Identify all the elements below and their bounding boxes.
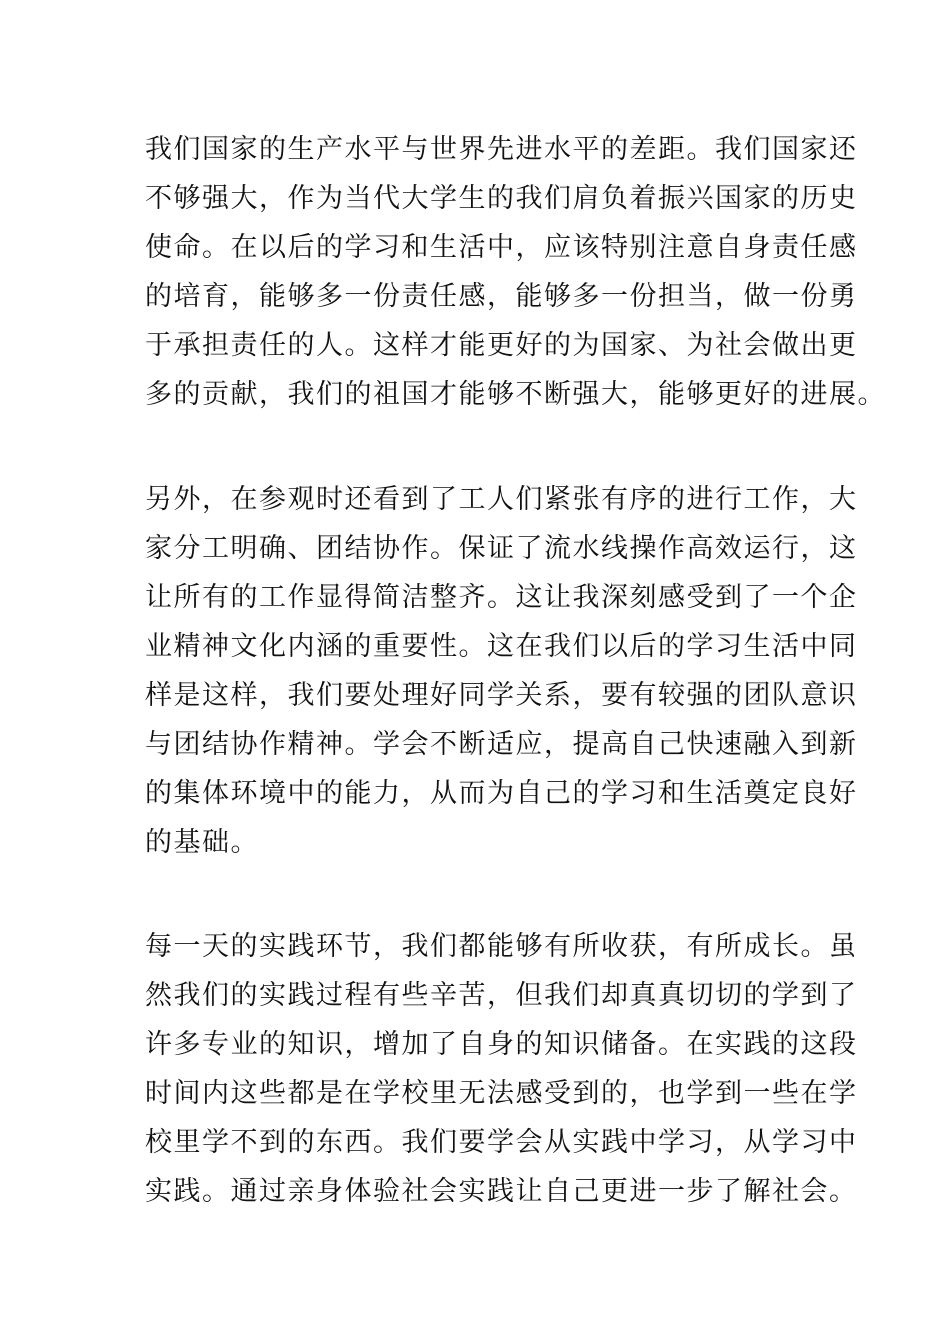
paragraph-line: 的培育，能够多一份责任感，能够多一份担当，做一份勇 [145, 281, 858, 312]
paragraph-line: 让所有的工作显得简洁整齐。这让我深刻感受到了一个企 [145, 582, 858, 613]
paragraph-line: 使命。在以后的学习和生活中，应该特别注意自身责任感 [145, 232, 858, 263]
paragraph-line: 不够强大，作为当代大学生的我们肩负着振兴国家的历史 [145, 183, 858, 214]
paragraph-line: 许多专业的知识，增加了自身的知识储备。在实践的这段 [145, 1029, 858, 1060]
paragraph-line: 时间内这些都是在学校里无法感受到的，也学到一些在学 [145, 1078, 858, 1109]
paragraph-line: 的基础。 [145, 827, 259, 858]
paragraph-line: 我们国家的生产水平与世界先进水平的差距。我们国家还 [145, 134, 858, 165]
paragraph-line: 每一天的实践环节，我们都能够有所收获，有所成长。虽 [145, 931, 858, 962]
paragraph-line: 校里学不到的东西。我们要学会从实践中学习，从学习中 [145, 1127, 858, 1158]
paragraph-line: 实践。通过亲身体验社会实践让自己更进一步了解社会。 [145, 1176, 858, 1207]
paragraph-line: 家分工明确、团结协作。保证了流水线操作高效运行，这 [145, 533, 858, 564]
paragraph-line: 的集体环境中的能力，从而为自己的学习和生活奠定良好 [145, 778, 858, 809]
paragraph-line: 业精神文化内涵的重要性。这在我们以后的学习生活中同 [145, 631, 858, 662]
paragraph-line: 与团结协作精神。学会不断适应，提高自己快速融入到新 [145, 729, 858, 760]
paragraph-3 [145, 922, 858, 1216]
paragraph-line: 样是这样，我们要处理好同学关系，要有较强的团队意识 [145, 680, 858, 711]
paragraph-1 [145, 125, 886, 419]
paragraph-line: 于承担责任的人。这样才能更好的为国家、为社会做出更 [145, 330, 858, 361]
paragraph-2 [145, 475, 858, 867]
paragraph-line: 然我们的实践过程有些辛苦，但我们却真真切切的学到了 [145, 980, 858, 1011]
paragraph-line: 另外，在参观时还看到了工人们紧张有序的进行工作，大 [145, 484, 858, 515]
paragraph-line: 多的贡献，我们的祖国才能够不断强大，能够更好的进展。 [145, 379, 886, 410]
